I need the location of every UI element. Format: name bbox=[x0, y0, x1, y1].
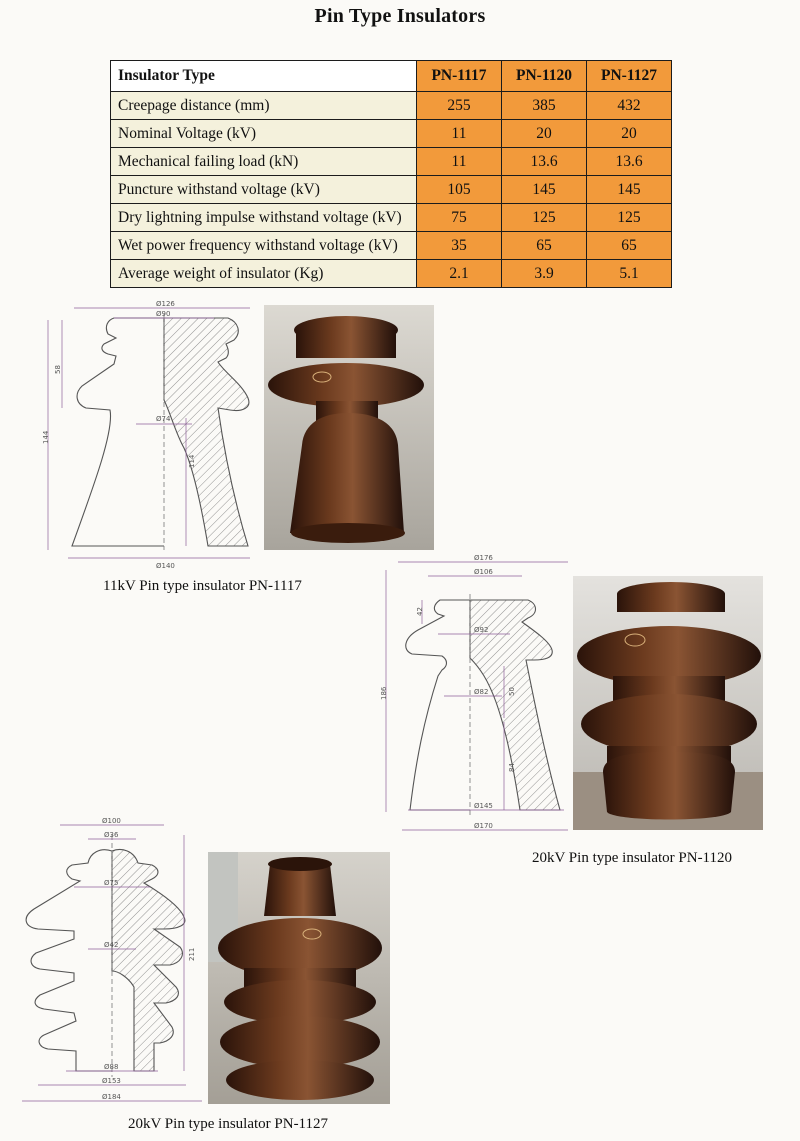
dim-label: 42 bbox=[416, 607, 424, 616]
pn-1117-outline bbox=[72, 318, 164, 546]
dim-label: Ø184 bbox=[102, 1093, 121, 1101]
dim-label: 186 bbox=[380, 686, 388, 700]
header-model-pn-1120: PN-1120 bbox=[502, 61, 587, 92]
cell-value: 13.6 bbox=[502, 148, 587, 176]
cell-value: 20 bbox=[502, 120, 587, 148]
pn-1120-caption: 20kV Pin type insulator PN-1120 bbox=[532, 850, 733, 866]
pn-1120-technical-drawing bbox=[378, 550, 572, 836]
dim-label: Ø74 bbox=[156, 415, 171, 423]
cell-value: 3.9 bbox=[502, 260, 587, 288]
dim-label: 211 bbox=[188, 947, 196, 961]
pn-1127-photo bbox=[208, 852, 390, 1104]
cell-value: 11 bbox=[417, 120, 502, 148]
cell-value: 35 bbox=[417, 232, 502, 260]
dim-label: Ø75 bbox=[104, 879, 119, 887]
cell-value: 20 bbox=[587, 120, 672, 148]
dim-label: Ø176 bbox=[474, 554, 493, 562]
table-row bbox=[111, 148, 672, 176]
pn-1127-outline bbox=[26, 850, 112, 1071]
page-title: Pin Type Insulators bbox=[314, 5, 486, 27]
dim-label: 114 bbox=[188, 454, 196, 468]
header-model-pn-1117: PN-1117 bbox=[417, 61, 502, 92]
dim-label: Ø36 bbox=[104, 831, 119, 839]
table-header-row bbox=[111, 61, 672, 92]
row-label: Average weight of insulator (Kg) bbox=[111, 260, 417, 288]
header-model-pn-1127: PN-1127 bbox=[587, 61, 672, 92]
table-row bbox=[111, 92, 672, 120]
cell-value: 145 bbox=[587, 176, 672, 204]
dim-label: Ø145 bbox=[474, 802, 493, 810]
cell-value: 2.1 bbox=[417, 260, 502, 288]
dim-label: Ø170 bbox=[474, 822, 493, 830]
dim-label: Ø42 bbox=[104, 941, 119, 949]
cell-value: 75 bbox=[417, 204, 502, 232]
cell-value: 105 bbox=[417, 176, 502, 204]
dim-label: 144 bbox=[42, 430, 50, 444]
row-label: Nominal Voltage (kV) bbox=[111, 120, 417, 148]
pn-1117-photo bbox=[264, 305, 434, 550]
pn-1127-hatched-section bbox=[112, 850, 185, 1072]
cell-value: 13.6 bbox=[587, 148, 672, 176]
cell-value: 385 bbox=[502, 92, 587, 120]
cell-value: 5.1 bbox=[587, 260, 672, 288]
dim-label: Ø92 bbox=[474, 626, 489, 634]
cell-value: 125 bbox=[502, 204, 587, 232]
specifications-table bbox=[110, 60, 672, 288]
dim-label: Ø88 bbox=[104, 1063, 119, 1071]
cell-value: 145 bbox=[502, 176, 587, 204]
dim-label: Ø82 bbox=[474, 688, 489, 696]
pn-1117-caption: 11kV Pin type insulator PN-1117 bbox=[103, 578, 302, 594]
dim-label: Ø90 bbox=[156, 310, 171, 318]
cell-value: 65 bbox=[502, 232, 587, 260]
row-label: Wet power frequency withstand voltage (kV) bbox=[111, 232, 417, 260]
dim-label: Ø140 bbox=[156, 562, 175, 570]
pn-1127-technical-drawing bbox=[14, 815, 206, 1111]
pn-1120-outline bbox=[406, 600, 470, 810]
dim-label: Ø126 bbox=[156, 300, 175, 308]
dim-label: 58 bbox=[54, 365, 62, 374]
row-label: Dry lightning impulse withstand voltage (kV) bbox=[111, 204, 417, 232]
pn-1120-photo bbox=[573, 576, 763, 830]
cell-value: 125 bbox=[587, 204, 672, 232]
table-row bbox=[111, 260, 672, 288]
dim-label: Ø100 bbox=[102, 817, 121, 825]
pn-1127-caption: 20kV Pin type insulator PN-1127 bbox=[128, 1116, 329, 1132]
row-label: Creepage distance (mm) bbox=[111, 92, 417, 120]
table-row bbox=[111, 176, 672, 204]
cell-value: 11 bbox=[417, 148, 502, 176]
row-label: Puncture withstand voltage (kV) bbox=[111, 176, 417, 204]
table-row bbox=[111, 204, 672, 232]
pn-1117-technical-drawing bbox=[38, 300, 260, 572]
header-insulator-type: Insulator Type bbox=[111, 61, 417, 92]
dim-label: Ø153 bbox=[102, 1077, 121, 1085]
cell-value: 255 bbox=[417, 92, 502, 120]
table-row bbox=[111, 232, 672, 260]
cell-value: 432 bbox=[587, 92, 672, 120]
table-row bbox=[111, 120, 672, 148]
dim-label: 84 bbox=[508, 763, 516, 772]
row-label: Mechanical failing load (kN) bbox=[111, 148, 417, 176]
pn-1117-hatched-section bbox=[164, 318, 249, 546]
cell-value: 65 bbox=[587, 232, 672, 260]
dim-label: 50 bbox=[508, 687, 516, 696]
dim-label: Ø106 bbox=[474, 568, 493, 576]
